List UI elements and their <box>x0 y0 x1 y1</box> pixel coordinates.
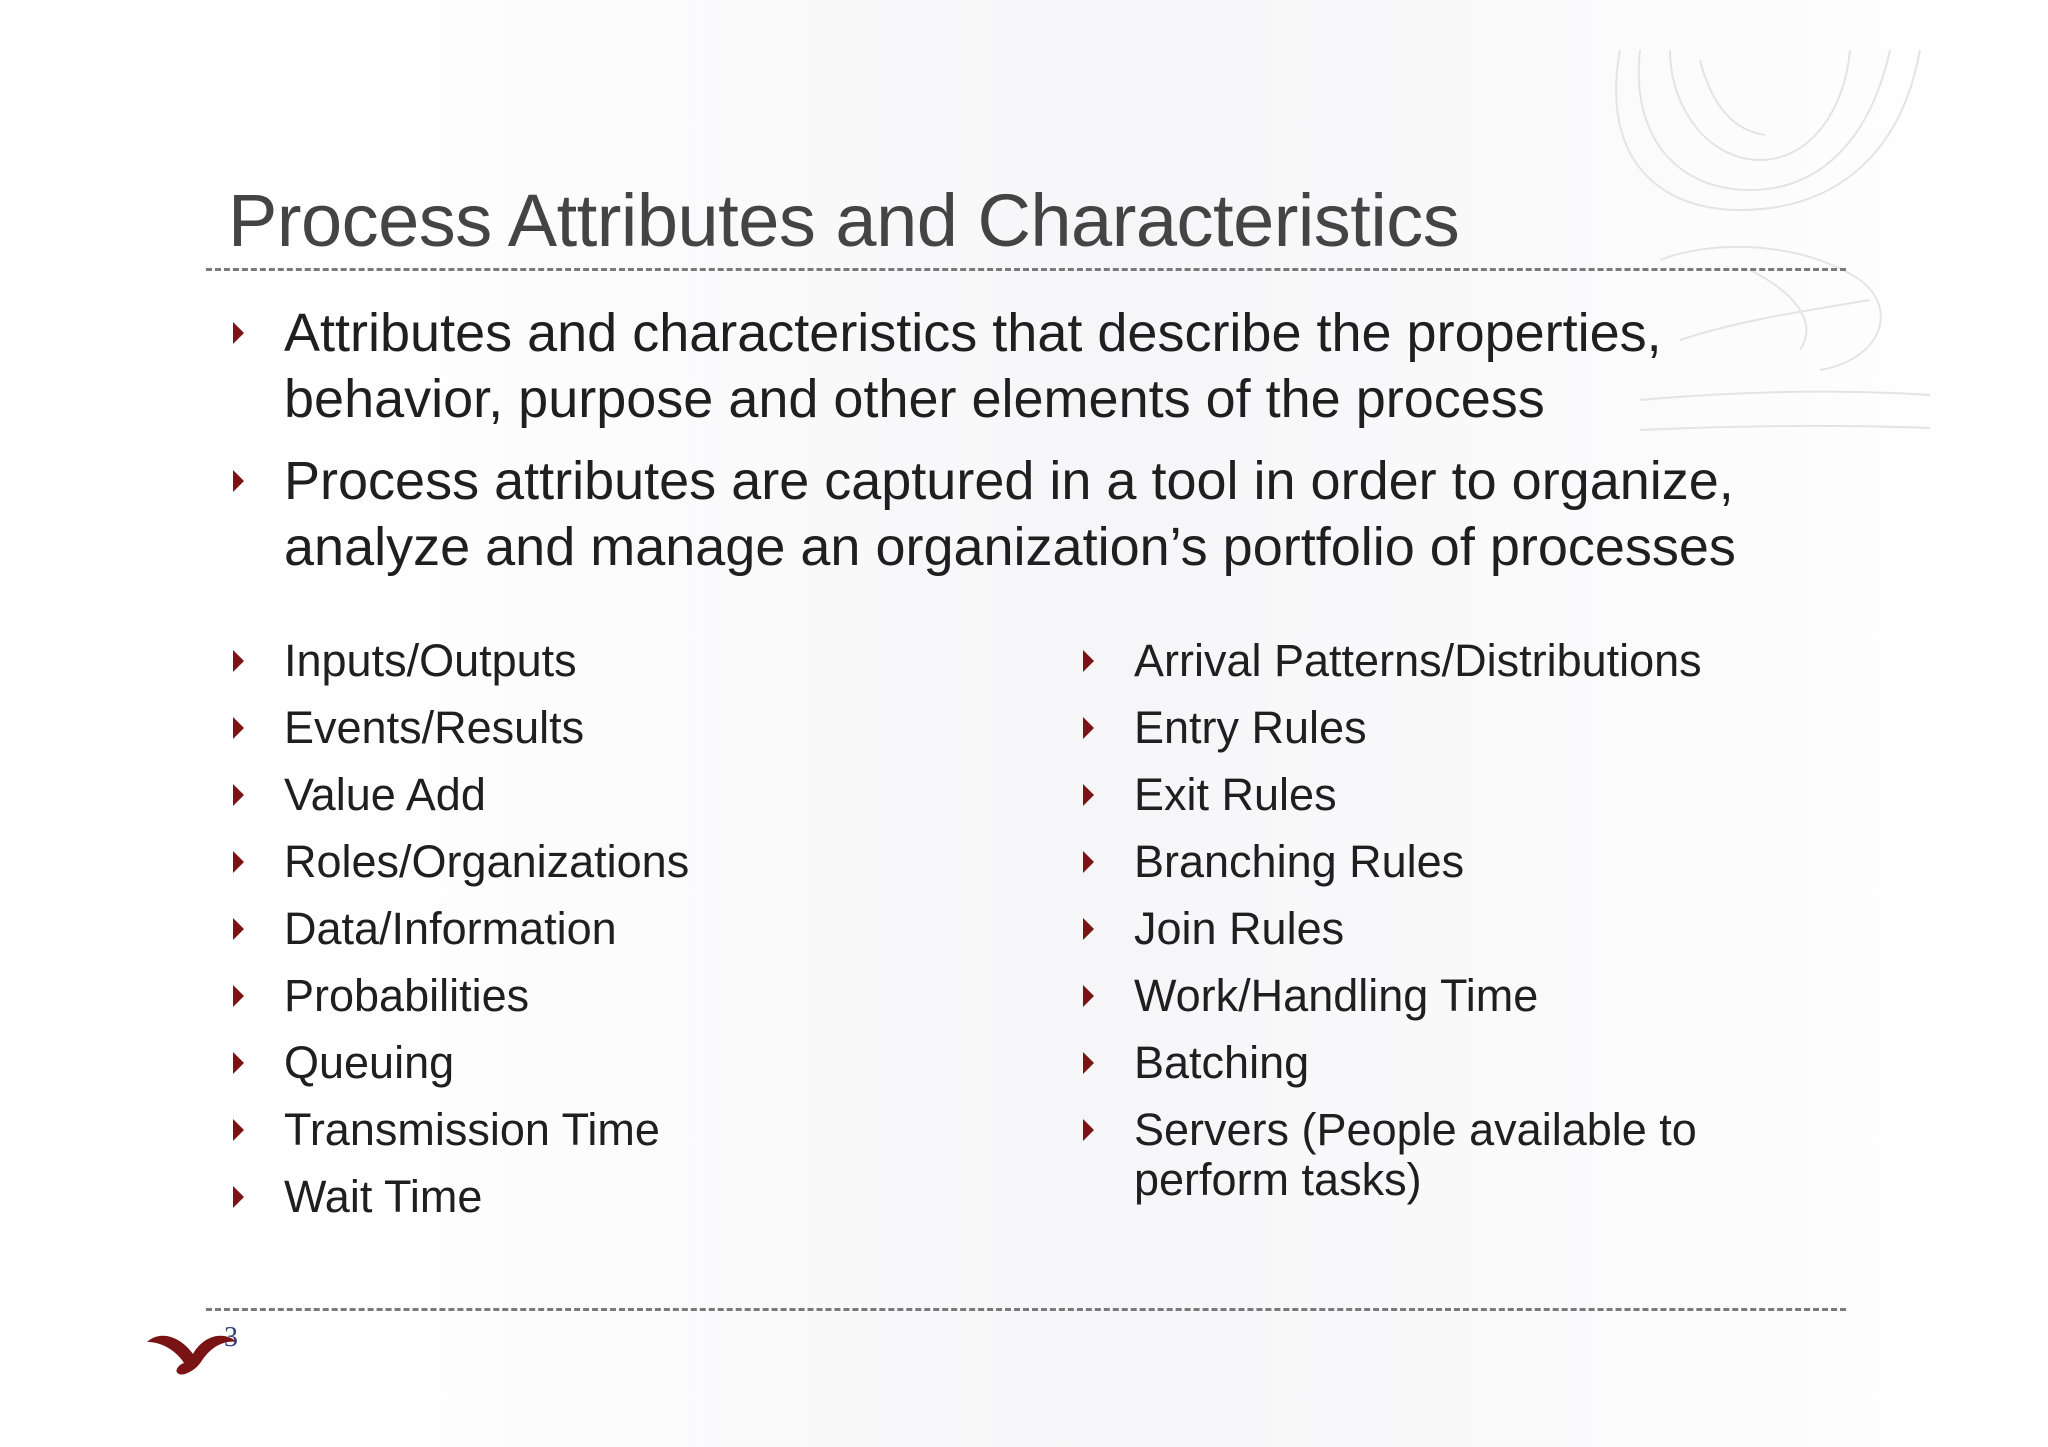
attribute-item <box>228 837 988 904</box>
triangle-right-icon <box>1083 1119 1094 1141</box>
triangle-right-icon <box>233 985 244 1007</box>
triangle-right-icon <box>1083 918 1094 940</box>
attribute-item <box>1078 636 1838 703</box>
main-bullet-line: behavior, purpose and other elements of the process <box>284 369 1545 429</box>
triangle-right-icon <box>233 650 244 672</box>
attribute-item <box>1078 904 1838 971</box>
attribute-item <box>1078 770 1838 837</box>
attribute-label: Batching <box>1134 1037 1310 1088</box>
attribute-item <box>228 971 988 1038</box>
footer-divider <box>206 1308 1846 1311</box>
main-bullet-line: Attributes and characteristics that describe the properties, <box>284 303 1662 363</box>
triangle-right-icon <box>1083 784 1094 806</box>
main-bullet-line: analyze and manage an organization’s portfolio of processes <box>284 517 1736 577</box>
attribute-label: Events/Results <box>284 702 585 753</box>
attribute-item <box>1078 1105 1838 1225</box>
triangle-right-icon <box>233 322 244 344</box>
attribute-label: perform tasks) <box>1134 1154 1422 1205</box>
attribute-item <box>228 1038 988 1105</box>
triangle-right-icon <box>233 918 244 940</box>
attribute-label: Work/Handling Time <box>1134 970 1539 1021</box>
attribute-label: Value Add <box>284 769 486 820</box>
main-bullet-line: Process attributes are captured in a tool in order to organize, <box>284 451 1734 511</box>
main-bullet-item <box>228 448 1868 580</box>
attribute-label: Transmission Time <box>284 1104 660 1155</box>
attribute-label: Data/Information <box>284 903 617 954</box>
attribute-label: Exit Rules <box>1134 769 1337 820</box>
attribute-item <box>1078 703 1838 770</box>
triangle-right-icon <box>1083 851 1094 873</box>
main-bullet-item <box>228 300 1868 432</box>
attribute-list-left <box>228 636 988 1239</box>
attribute-item <box>228 770 988 837</box>
page-number: 3 <box>224 1322 238 1353</box>
main-bullet-list <box>228 300 1868 596</box>
triangle-right-icon <box>233 470 244 492</box>
title-divider <box>206 268 1846 271</box>
slide-title: Process Attributes and Characteristics <box>228 179 1460 262</box>
attribute-label: Inputs/Outputs <box>284 635 577 686</box>
attribute-label: Roles/Organizations <box>284 836 690 887</box>
triangle-right-icon <box>233 784 244 806</box>
triangle-right-icon <box>1083 717 1094 739</box>
attribute-label: Entry Rules <box>1134 702 1367 753</box>
triangle-right-icon <box>233 717 244 739</box>
attribute-item <box>228 1105 988 1172</box>
attribute-item <box>1078 971 1838 1038</box>
attribute-item <box>1078 837 1838 904</box>
attribute-item <box>228 1172 988 1239</box>
triangle-right-icon <box>233 1119 244 1141</box>
attribute-list-right <box>1078 636 1838 1225</box>
triangle-right-icon <box>1083 1052 1094 1074</box>
attribute-label: Servers (People available to <box>1134 1104 1697 1155</box>
triangle-right-icon <box>233 1052 244 1074</box>
attribute-item <box>228 703 988 770</box>
attribute-item <box>228 904 988 971</box>
attribute-label: Arrival Patterns/Distributions <box>1134 635 1702 686</box>
attribute-label: Queuing <box>284 1037 455 1088</box>
triangle-right-icon <box>233 1186 244 1208</box>
attribute-label: Branching Rules <box>1134 836 1465 887</box>
attribute-item <box>1078 1038 1838 1105</box>
triangle-right-icon <box>233 851 244 873</box>
triangle-right-icon <box>1083 650 1094 672</box>
attribute-item <box>228 636 988 703</box>
attribute-label: Probabilities <box>284 970 530 1021</box>
attribute-label: Wait Time <box>284 1171 483 1222</box>
triangle-right-icon <box>1083 985 1094 1007</box>
attribute-label: Join Rules <box>1134 903 1345 954</box>
